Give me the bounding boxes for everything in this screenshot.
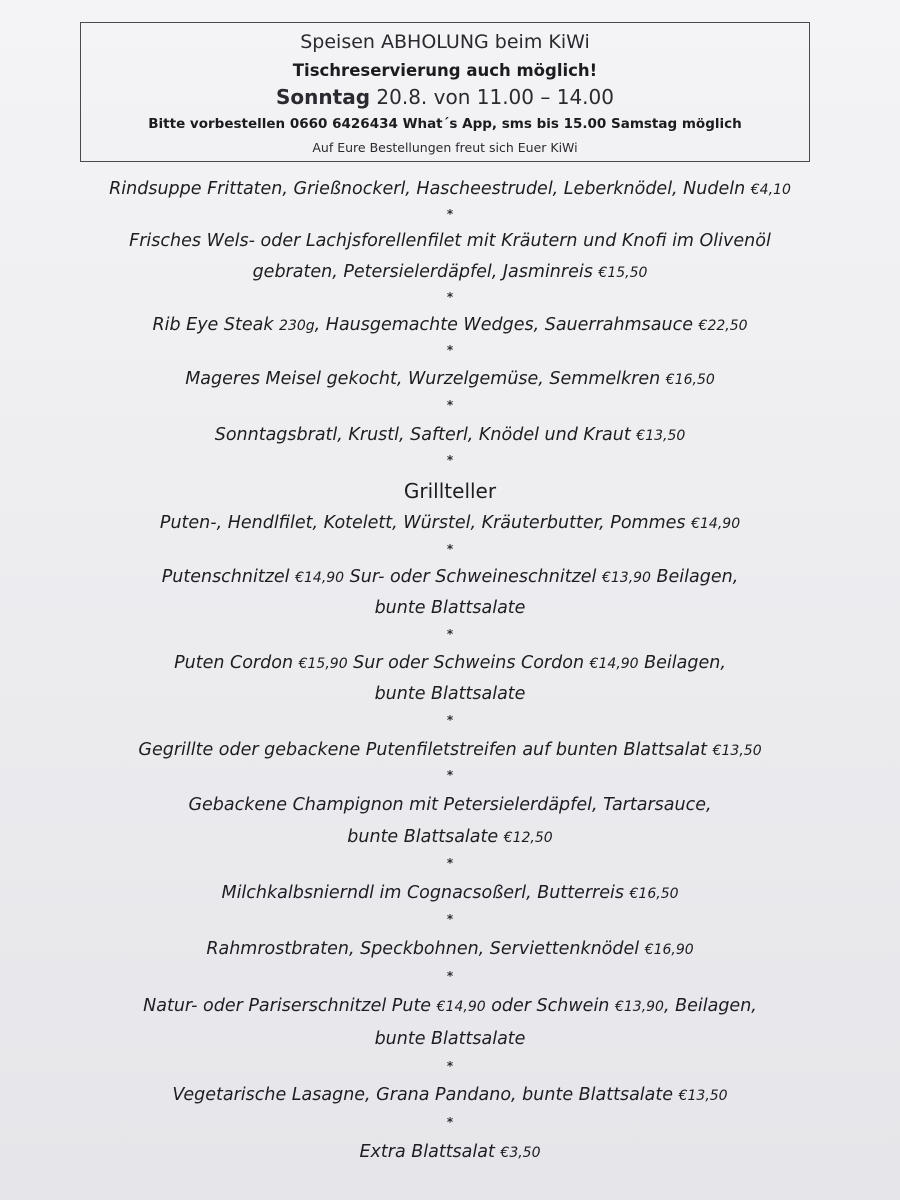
- menu-item-schnitzel-line2: [0, 598, 900, 618]
- menu-item-text: Mageres Meisel gekocht, Wurzelgemüse, Semmelkren: [185, 369, 666, 389]
- menu-item-grillteller: [0, 513, 900, 533]
- menu-item-rahmrostbraten: [0, 939, 900, 959]
- menu-item-price: €15,90: [298, 656, 348, 672]
- separator-star: *: [446, 1059, 454, 1073]
- menu-item-text: bunte Blattsalate: [374, 684, 526, 704]
- menu-item-text: oder Schwein: [485, 996, 615, 1016]
- menu-item-naturschnitzel-line1: [0, 996, 900, 1016]
- separator-star: *: [446, 1115, 454, 1129]
- menu-item-text: Rib Eye Steak: [152, 315, 280, 335]
- menu-item-cordon-line1: [0, 653, 900, 673]
- menu-item-price: €15,50: [598, 265, 648, 281]
- menu-item-text: Beilagen,: [638, 653, 726, 673]
- menu-item-text: Sur- oder Schweineschnitzel: [344, 567, 602, 587]
- menu-item-price: €13,50: [678, 1088, 728, 1104]
- menu-item-text: Frisches Wels- oder Lachjsforellenfilet mit Kräutern und Knofi im Olivenöl: [129, 231, 771, 251]
- header-title: Speisen ABHOLUNG beim KiWi: [300, 31, 590, 53]
- separator-star: *: [446, 290, 454, 304]
- menu-item-price: €3,50: [500, 1145, 541, 1161]
- menu-item-price: €14,90: [436, 999, 486, 1015]
- menu-item-text: Sonntagsbratl, Krustl, Safterl, Knödel und Kraut: [214, 425, 637, 445]
- menu-item-cordon-line2: [0, 684, 900, 704]
- menu-item-milchkalbsnierndl: [0, 883, 900, 903]
- menu-item-price: €16,50: [629, 886, 679, 902]
- menu-item-text: Beilagen,: [650, 567, 739, 587]
- separator-star: *: [446, 343, 454, 357]
- menu-item-price: €12,50: [503, 830, 553, 846]
- menu-item-price: €16,90: [644, 942, 694, 958]
- separator-star: *: [446, 627, 454, 641]
- menu-item-price: €13,90: [601, 570, 651, 586]
- header-date-day: Sonntag: [276, 85, 371, 109]
- separator-star: *: [446, 768, 454, 782]
- header-subtitle: Tischreservierung auch möglich!: [292, 61, 598, 80]
- separator-star: *: [446, 912, 454, 926]
- menu-item-naturschnitzel-line2: [0, 1029, 900, 1049]
- menu-item-text: Extra Blattsalat: [359, 1142, 501, 1162]
- menu-item-price: €14,90: [295, 570, 345, 586]
- header-order-info: Bitte vorbestellen 0660 6426434 What´s App, sms bis 15.00 Samstag möglich: [148, 116, 742, 132]
- menu-item-price: €22,50: [698, 318, 748, 334]
- menu-item-text: Rindsuppe Frittaten, Grießnockerl, Hascheestrudel, Leberknödel, Nudeln: [109, 179, 751, 199]
- menu-item-text: Gegrillte oder gebackene Putenfiletstreifen auf bunten Blattsalat: [138, 740, 713, 760]
- separator-star: *: [446, 542, 454, 556]
- menu-item-text: Puten Cordon: [174, 653, 299, 673]
- menu-item-meisel: [0, 369, 900, 389]
- menu-item-text: , Hausgemachte Wedges, Sauerrahmsauce: [314, 315, 699, 335]
- menu-item-price: €13,50: [712, 743, 762, 759]
- separator-star: *: [446, 453, 454, 467]
- menu-item-text: Natur- oder Pariserschnitzel Pute: [143, 996, 437, 1016]
- menu-item-text: bunte Blattsalate: [374, 1029, 526, 1049]
- menu-item-text: Vegetarische Lasagne, Grana Pandano, bunte Blattsalate: [172, 1085, 679, 1105]
- menu-item-price: €16,50: [665, 372, 715, 388]
- menu-item-text: Puten-, Hendlfilet, Kotelett, Würstel, Kräuterbutter, Pommes: [159, 513, 692, 533]
- menu-item-rindsuppe: [0, 179, 900, 199]
- separator-star: *: [446, 856, 454, 870]
- menu-item-price: €13,90: [614, 999, 664, 1015]
- menu-item-text: , Beilagen,: [663, 996, 757, 1016]
- menu-item-text: Gebackene Champignon mit Petersielerdäpfel, Tartarsauce,: [188, 795, 712, 815]
- separator-star: *: [446, 207, 454, 221]
- menu-item-champignon-line1: [0, 795, 900, 815]
- menu-item-putenfiletstreifen: [0, 740, 900, 760]
- header-date-time: 20.8. von 11.00 – 14.00: [376, 85, 614, 109]
- menu-item-fish-line1: [0, 231, 900, 251]
- separator-star: *: [446, 713, 454, 727]
- menu-item-text: Milchkalbsnierndl im Cognacsoßerl, Butterreis: [221, 883, 630, 903]
- separator-star: *: [446, 969, 454, 983]
- menu-item-text: Rahmrostbraten, Speckbohnen, Serviettenknödel: [206, 939, 645, 959]
- menu-item-text: Sur oder Schweins Cordon: [347, 653, 590, 673]
- menu-item-champignon-line2: [0, 827, 900, 847]
- separator-star: *: [446, 398, 454, 412]
- header-greeting: Auf Eure Bestellungen freut sich Euer KiWi: [312, 140, 578, 155]
- menu-item-price: €13,50: [636, 428, 686, 444]
- menu-item-text: Putenschnitzel: [161, 567, 296, 587]
- section-title-grillteller: Grillteller: [403, 479, 497, 503]
- menu-item-extra-blattsalat: [0, 1142, 900, 1162]
- menu-item-sonntagsbratl: [0, 425, 900, 445]
- menu-item-text: bunte Blattsalate: [374, 598, 526, 618]
- menu-item-schnitzel-line1: [0, 567, 900, 587]
- menu-item-rib-eye: [0, 315, 900, 335]
- menu-item-price: €14,90: [589, 656, 639, 672]
- menu-item-price: €14,90: [691, 516, 741, 532]
- menu-item-text: gebraten, Petersielerdäpfel, Jasminreis: [252, 262, 599, 282]
- menu-item-fish-line2: [0, 262, 900, 282]
- menu-item-price: €4,10: [750, 182, 791, 198]
- menu-item-weight: 230g: [279, 318, 315, 334]
- menu-item-lasagne: [0, 1085, 900, 1105]
- menu-item-text: bunte Blattsalate: [347, 827, 504, 847]
